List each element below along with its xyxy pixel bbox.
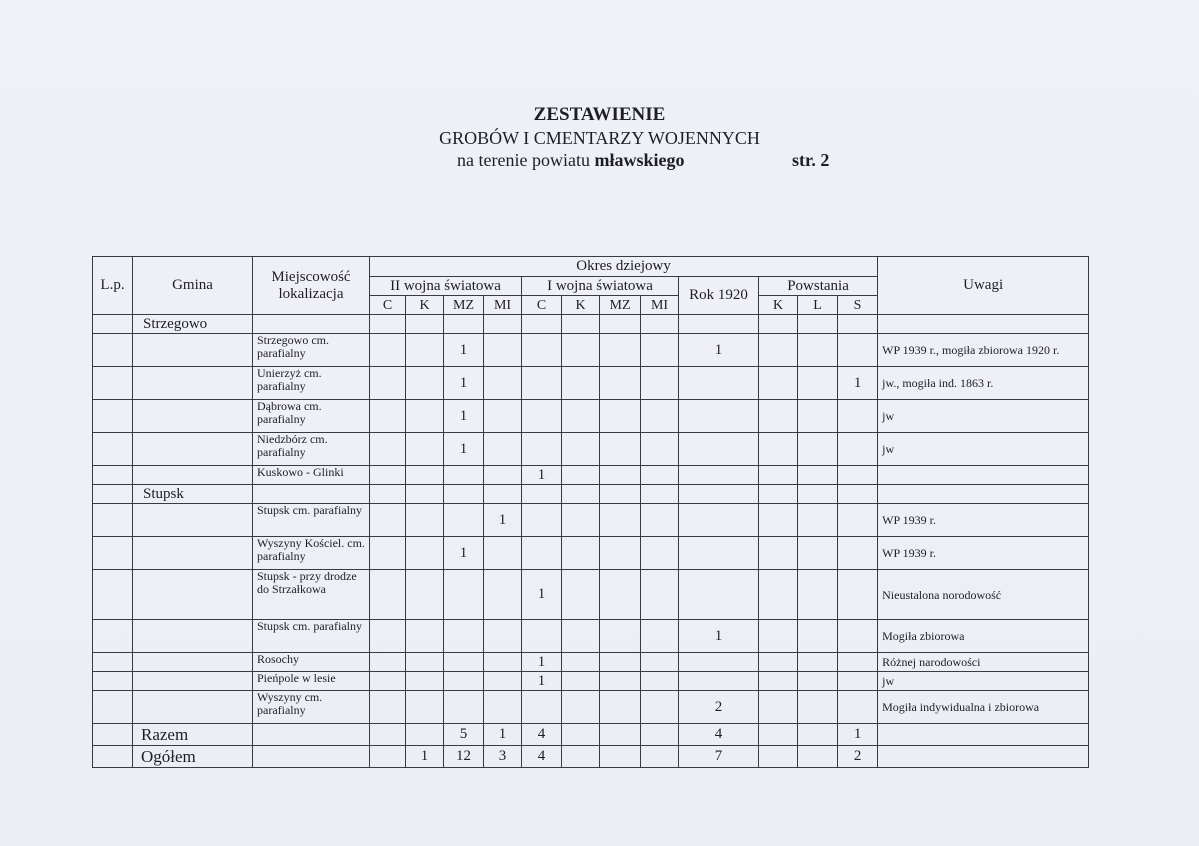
location-cell: Stupsk - przy drodze do Strzałkowa xyxy=(253,570,370,620)
lp-cell xyxy=(93,400,133,433)
col-ww1-mi: MI xyxy=(641,296,679,315)
col-uwagi: Uwagi xyxy=(878,257,1089,315)
lp-cell xyxy=(93,334,133,367)
total-count-cell: 5 xyxy=(444,724,484,746)
location-cell: Stupsk cm. parafialny xyxy=(253,620,370,653)
count-cell xyxy=(600,504,641,537)
gmina-cell xyxy=(133,433,253,466)
count-cell xyxy=(484,691,522,724)
count-cell xyxy=(679,653,759,672)
count-cell xyxy=(444,570,484,620)
count-cell xyxy=(484,537,522,570)
col-ww1-k: K xyxy=(562,296,600,315)
empty-cell xyxy=(838,485,878,504)
count-cell: 1 xyxy=(522,653,562,672)
count-cell xyxy=(838,620,878,653)
count-cell xyxy=(484,367,522,400)
count-cell xyxy=(641,367,679,400)
total-count-cell xyxy=(370,746,406,768)
subtotal-row xyxy=(93,724,1089,746)
count-cell xyxy=(759,466,798,485)
total-count-cell xyxy=(641,724,679,746)
count-cell xyxy=(679,433,759,466)
total-count-cell: 4 xyxy=(522,746,562,768)
count-cell xyxy=(522,620,562,653)
table-row xyxy=(93,433,1089,466)
lp-cell xyxy=(93,537,133,570)
count-cell xyxy=(522,504,562,537)
count-cell xyxy=(522,433,562,466)
total-count-cell xyxy=(406,724,444,746)
count-cell xyxy=(838,537,878,570)
count-cell xyxy=(370,367,406,400)
count-cell xyxy=(798,466,838,485)
count-cell xyxy=(484,433,522,466)
lp-cell xyxy=(93,485,133,504)
total-count-cell xyxy=(562,724,600,746)
count-cell xyxy=(406,691,444,724)
empty-cell xyxy=(759,315,798,334)
table-row xyxy=(93,672,1089,691)
lp-cell xyxy=(93,315,133,334)
count-cell xyxy=(641,334,679,367)
count-cell xyxy=(484,570,522,620)
col-ww1-mz: MZ xyxy=(600,296,641,315)
note-cell xyxy=(878,724,1089,746)
total-count-cell: 1 xyxy=(484,724,522,746)
count-cell xyxy=(798,570,838,620)
total-count-cell: 7 xyxy=(679,746,759,768)
count-cell xyxy=(370,400,406,433)
note-cell: WP 1939 r. xyxy=(878,504,1089,537)
count-cell xyxy=(562,537,600,570)
gmina-cell xyxy=(133,570,253,620)
count-cell: 1 xyxy=(522,466,562,485)
count-cell xyxy=(370,334,406,367)
lp-cell xyxy=(93,433,133,466)
count-cell xyxy=(759,400,798,433)
empty-cell xyxy=(878,315,1089,334)
note-cell: WP 1939 r., mogiła zbiorowa 1920 r. xyxy=(878,334,1089,367)
count-cell xyxy=(798,400,838,433)
count-cell xyxy=(798,691,838,724)
count-cell xyxy=(562,691,600,724)
note-cell: jw xyxy=(878,433,1089,466)
location-cell: Wyszyny cm. parafialny xyxy=(253,691,370,724)
lp-cell xyxy=(93,367,133,400)
count-cell xyxy=(522,400,562,433)
count-cell xyxy=(370,504,406,537)
count-cell: 1 xyxy=(522,570,562,620)
count-cell: 1 xyxy=(838,367,878,400)
col-powstania-l: L xyxy=(798,296,838,315)
col-powstania-s: S xyxy=(838,296,878,315)
gmina-name: Strzegowo xyxy=(133,315,253,334)
col-okres: Okres dziejowy xyxy=(370,257,878,277)
note-cell: jw xyxy=(878,400,1089,433)
region-name: mławskiego xyxy=(594,150,685,170)
empty-cell xyxy=(798,485,838,504)
col-lp: L.p. xyxy=(93,257,133,315)
count-cell xyxy=(641,653,679,672)
gmina-cell xyxy=(133,620,253,653)
count-cell xyxy=(370,653,406,672)
count-cell xyxy=(641,466,679,485)
grand-total-row xyxy=(93,746,1089,768)
lp-cell xyxy=(93,570,133,620)
empty-cell xyxy=(253,485,370,504)
document-title: ZESTAWIENIE xyxy=(533,104,666,125)
count-cell xyxy=(838,504,878,537)
count-cell xyxy=(444,466,484,485)
total-count-cell xyxy=(641,746,679,768)
empty-cell xyxy=(838,315,878,334)
total-count-cell: 3 xyxy=(484,746,522,768)
count-cell xyxy=(562,433,600,466)
count-cell xyxy=(600,400,641,433)
count-cell xyxy=(838,653,878,672)
note-cell xyxy=(878,746,1089,768)
count-cell xyxy=(600,620,641,653)
count-cell xyxy=(406,570,444,620)
count-cell xyxy=(562,620,600,653)
col-ww2-mz: MZ xyxy=(444,296,484,315)
page-number: str. 2 xyxy=(792,150,830,170)
count-cell: 1 xyxy=(444,433,484,466)
count-cell xyxy=(600,537,641,570)
gmina-cell xyxy=(133,504,253,537)
empty-cell xyxy=(253,315,370,334)
count-cell xyxy=(838,466,878,485)
empty-cell xyxy=(759,485,798,504)
count-cell xyxy=(522,537,562,570)
count-cell xyxy=(370,570,406,620)
note-cell: Mogiła zbiorowa xyxy=(878,620,1089,653)
total-count-cell: 4 xyxy=(679,724,759,746)
count-cell xyxy=(798,672,838,691)
count-cell xyxy=(759,334,798,367)
lp-cell xyxy=(93,746,133,768)
count-cell xyxy=(679,466,759,485)
empty-cell xyxy=(600,485,641,504)
count-cell xyxy=(759,691,798,724)
count-cell xyxy=(600,653,641,672)
col-powstania: Powstania xyxy=(759,277,878,296)
count-cell xyxy=(798,653,838,672)
col-powstania-k: K xyxy=(759,296,798,315)
total-count-cell xyxy=(759,724,798,746)
location-cell: Stupsk cm. parafialny xyxy=(253,504,370,537)
count-cell xyxy=(798,433,838,466)
note-cell: WP 1939 r. xyxy=(878,537,1089,570)
empty-cell xyxy=(406,315,444,334)
count-cell xyxy=(406,400,444,433)
empty-cell xyxy=(641,315,679,334)
count-cell xyxy=(406,620,444,653)
count-cell xyxy=(600,672,641,691)
count-cell xyxy=(406,367,444,400)
gmina-cell xyxy=(133,691,253,724)
count-cell xyxy=(679,537,759,570)
count-cell xyxy=(406,653,444,672)
note-cell: jw., mogiła ind. 1863 r. xyxy=(878,367,1089,400)
gmina-cell xyxy=(133,466,253,485)
graves-table xyxy=(92,256,1089,768)
location-cell: Wyszyny Kościel. cm. parafialny xyxy=(253,537,370,570)
count-cell: 1 xyxy=(444,334,484,367)
gmina-cell xyxy=(133,672,253,691)
empty-cell xyxy=(522,315,562,334)
count-cell xyxy=(406,466,444,485)
count-cell xyxy=(759,504,798,537)
region-prefix: na terenie powiatu xyxy=(457,150,595,170)
col-ww2-k: K xyxy=(406,296,444,315)
total-label: Razem xyxy=(133,724,253,746)
count-cell xyxy=(444,653,484,672)
gmina-name: Stupsk xyxy=(133,485,253,504)
count-cell xyxy=(759,367,798,400)
gmina-cell xyxy=(133,334,253,367)
empty-cell xyxy=(370,485,406,504)
count-cell: 1 xyxy=(522,672,562,691)
gmina-cell xyxy=(133,537,253,570)
count-cell: 1 xyxy=(444,367,484,400)
count-cell xyxy=(600,466,641,485)
lp-cell xyxy=(93,620,133,653)
count-cell xyxy=(641,433,679,466)
gmina-header-row xyxy=(93,485,1089,504)
empty-cell xyxy=(679,315,759,334)
table-row xyxy=(93,620,1089,653)
count-cell: 2 xyxy=(679,691,759,724)
empty-cell xyxy=(798,315,838,334)
count-cell xyxy=(759,672,798,691)
empty-cell xyxy=(679,485,759,504)
total-count-cell xyxy=(562,746,600,768)
location-cell: Niedzbórz cm. parafialny xyxy=(253,433,370,466)
count-cell xyxy=(679,400,759,433)
count-cell xyxy=(444,672,484,691)
count-cell xyxy=(406,504,444,537)
location-cell: Dąbrowa cm. parafialny xyxy=(253,400,370,433)
note-cell: jw xyxy=(878,672,1089,691)
count-cell xyxy=(370,537,406,570)
col-ww2-mi: MI xyxy=(484,296,522,315)
lp-cell xyxy=(93,466,133,485)
col-rok1920: Rok 1920 xyxy=(679,277,759,315)
count-cell xyxy=(759,537,798,570)
count-cell xyxy=(370,620,406,653)
col-ww2-c: C xyxy=(370,296,406,315)
note-cell xyxy=(878,466,1089,485)
col-ww1-c: C xyxy=(522,296,562,315)
count-cell xyxy=(562,653,600,672)
count-cell xyxy=(759,433,798,466)
count-cell xyxy=(562,504,600,537)
count-cell: 1 xyxy=(484,504,522,537)
total-count-cell: 2 xyxy=(838,746,878,768)
count-cell xyxy=(679,570,759,620)
count-cell xyxy=(838,433,878,466)
count-cell xyxy=(522,367,562,400)
count-cell xyxy=(484,334,522,367)
location-cell: Unierzyż cm. parafialny xyxy=(253,367,370,400)
col-miejscowosc: Miejscowość lokalizacja xyxy=(253,257,370,315)
empty-cell xyxy=(484,485,522,504)
count-cell xyxy=(600,570,641,620)
lp-cell xyxy=(93,653,133,672)
count-cell: 1 xyxy=(679,620,759,653)
count-cell xyxy=(759,653,798,672)
count-cell xyxy=(798,334,838,367)
count-cell xyxy=(562,466,600,485)
location-cell: Rosochy xyxy=(253,653,370,672)
document-region-line xyxy=(457,149,684,171)
gmina-cell xyxy=(133,367,253,400)
table-row xyxy=(93,653,1089,672)
empty-cell xyxy=(641,485,679,504)
col-gmina: Gmina xyxy=(133,257,253,315)
count-cell xyxy=(838,400,878,433)
total-label: Ogółem xyxy=(133,746,253,768)
count-cell xyxy=(370,691,406,724)
count-cell xyxy=(406,672,444,691)
col-ww2: II wojna światowa xyxy=(370,277,522,296)
count-cell xyxy=(679,367,759,400)
empty-cell xyxy=(562,485,600,504)
count-cell xyxy=(562,570,600,620)
count-cell xyxy=(838,672,878,691)
gmina-cell xyxy=(133,400,253,433)
table-row xyxy=(93,334,1089,367)
count-cell xyxy=(679,504,759,537)
count-cell xyxy=(370,433,406,466)
count-cell xyxy=(484,653,522,672)
count-cell xyxy=(484,400,522,433)
empty-cell xyxy=(484,315,522,334)
table-row xyxy=(93,400,1089,433)
col-ww1: I wojna światowa xyxy=(522,277,679,296)
total-count-cell: 4 xyxy=(522,724,562,746)
count-cell xyxy=(838,570,878,620)
empty-cell xyxy=(878,485,1089,504)
gmina-header-row xyxy=(93,315,1089,334)
count-cell xyxy=(798,620,838,653)
lp-cell xyxy=(93,691,133,724)
lp-cell xyxy=(93,672,133,691)
total-count-cell xyxy=(798,746,838,768)
table-row xyxy=(93,537,1089,570)
count-cell xyxy=(641,620,679,653)
empty-cell xyxy=(444,485,484,504)
location-cell xyxy=(253,724,370,746)
count-cell xyxy=(641,400,679,433)
table-row xyxy=(93,691,1089,724)
empty-cell xyxy=(406,485,444,504)
count-cell xyxy=(600,334,641,367)
lp-cell xyxy=(93,504,133,537)
count-cell xyxy=(600,433,641,466)
count-cell xyxy=(562,400,600,433)
count-cell xyxy=(641,570,679,620)
count-cell xyxy=(641,537,679,570)
count-cell xyxy=(838,334,878,367)
total-count-cell xyxy=(370,724,406,746)
count-cell xyxy=(798,504,838,537)
count-cell: 1 xyxy=(679,334,759,367)
location-cell xyxy=(253,746,370,768)
total-count-cell xyxy=(600,724,641,746)
total-count-cell xyxy=(600,746,641,768)
count-cell xyxy=(444,620,484,653)
note-cell: Nieustalona norodowość xyxy=(878,570,1089,620)
note-cell: Różnej narodowości xyxy=(878,653,1089,672)
count-cell xyxy=(406,537,444,570)
count-cell xyxy=(759,620,798,653)
count-cell xyxy=(600,691,641,724)
count-cell xyxy=(759,570,798,620)
count-cell xyxy=(679,672,759,691)
document-subtitle: GROBÓW I CMENTARZY WOJENNYCH xyxy=(439,128,760,148)
count-cell: 1 xyxy=(444,400,484,433)
total-count-cell xyxy=(798,724,838,746)
count-cell xyxy=(444,504,484,537)
count-cell xyxy=(484,620,522,653)
count-cell xyxy=(838,691,878,724)
empty-cell xyxy=(600,315,641,334)
count-cell xyxy=(641,691,679,724)
total-count-cell xyxy=(759,746,798,768)
location-cell: Pieńpole w lesie xyxy=(253,672,370,691)
empty-cell xyxy=(444,315,484,334)
count-cell: 1 xyxy=(444,537,484,570)
total-count-cell: 1 xyxy=(838,724,878,746)
note-cell: Mogiła indywidualna i zbiorowa xyxy=(878,691,1089,724)
count-cell xyxy=(370,466,406,485)
count-cell xyxy=(641,672,679,691)
count-cell xyxy=(484,466,522,485)
total-count-cell: 12 xyxy=(444,746,484,768)
location-cell: Strzegowo cm. parafialny xyxy=(253,334,370,367)
table-row xyxy=(93,504,1089,537)
count-cell xyxy=(522,334,562,367)
empty-cell xyxy=(522,485,562,504)
table-row xyxy=(93,466,1089,485)
gmina-cell xyxy=(133,653,253,672)
count-cell xyxy=(798,367,838,400)
table-row xyxy=(93,570,1089,620)
count-cell xyxy=(562,334,600,367)
count-cell xyxy=(444,691,484,724)
count-cell xyxy=(798,537,838,570)
count-cell xyxy=(522,691,562,724)
empty-cell xyxy=(370,315,406,334)
total-count-cell: 1 xyxy=(406,746,444,768)
lp-cell xyxy=(93,724,133,746)
table-row xyxy=(93,367,1089,400)
count-cell xyxy=(600,367,641,400)
count-cell xyxy=(406,334,444,367)
count-cell xyxy=(484,672,522,691)
count-cell xyxy=(562,367,600,400)
count-cell xyxy=(370,672,406,691)
location-cell: Kuskowo - Glinki xyxy=(253,466,370,485)
count-cell xyxy=(562,672,600,691)
empty-cell xyxy=(562,315,600,334)
count-cell xyxy=(641,504,679,537)
count-cell xyxy=(406,433,444,466)
